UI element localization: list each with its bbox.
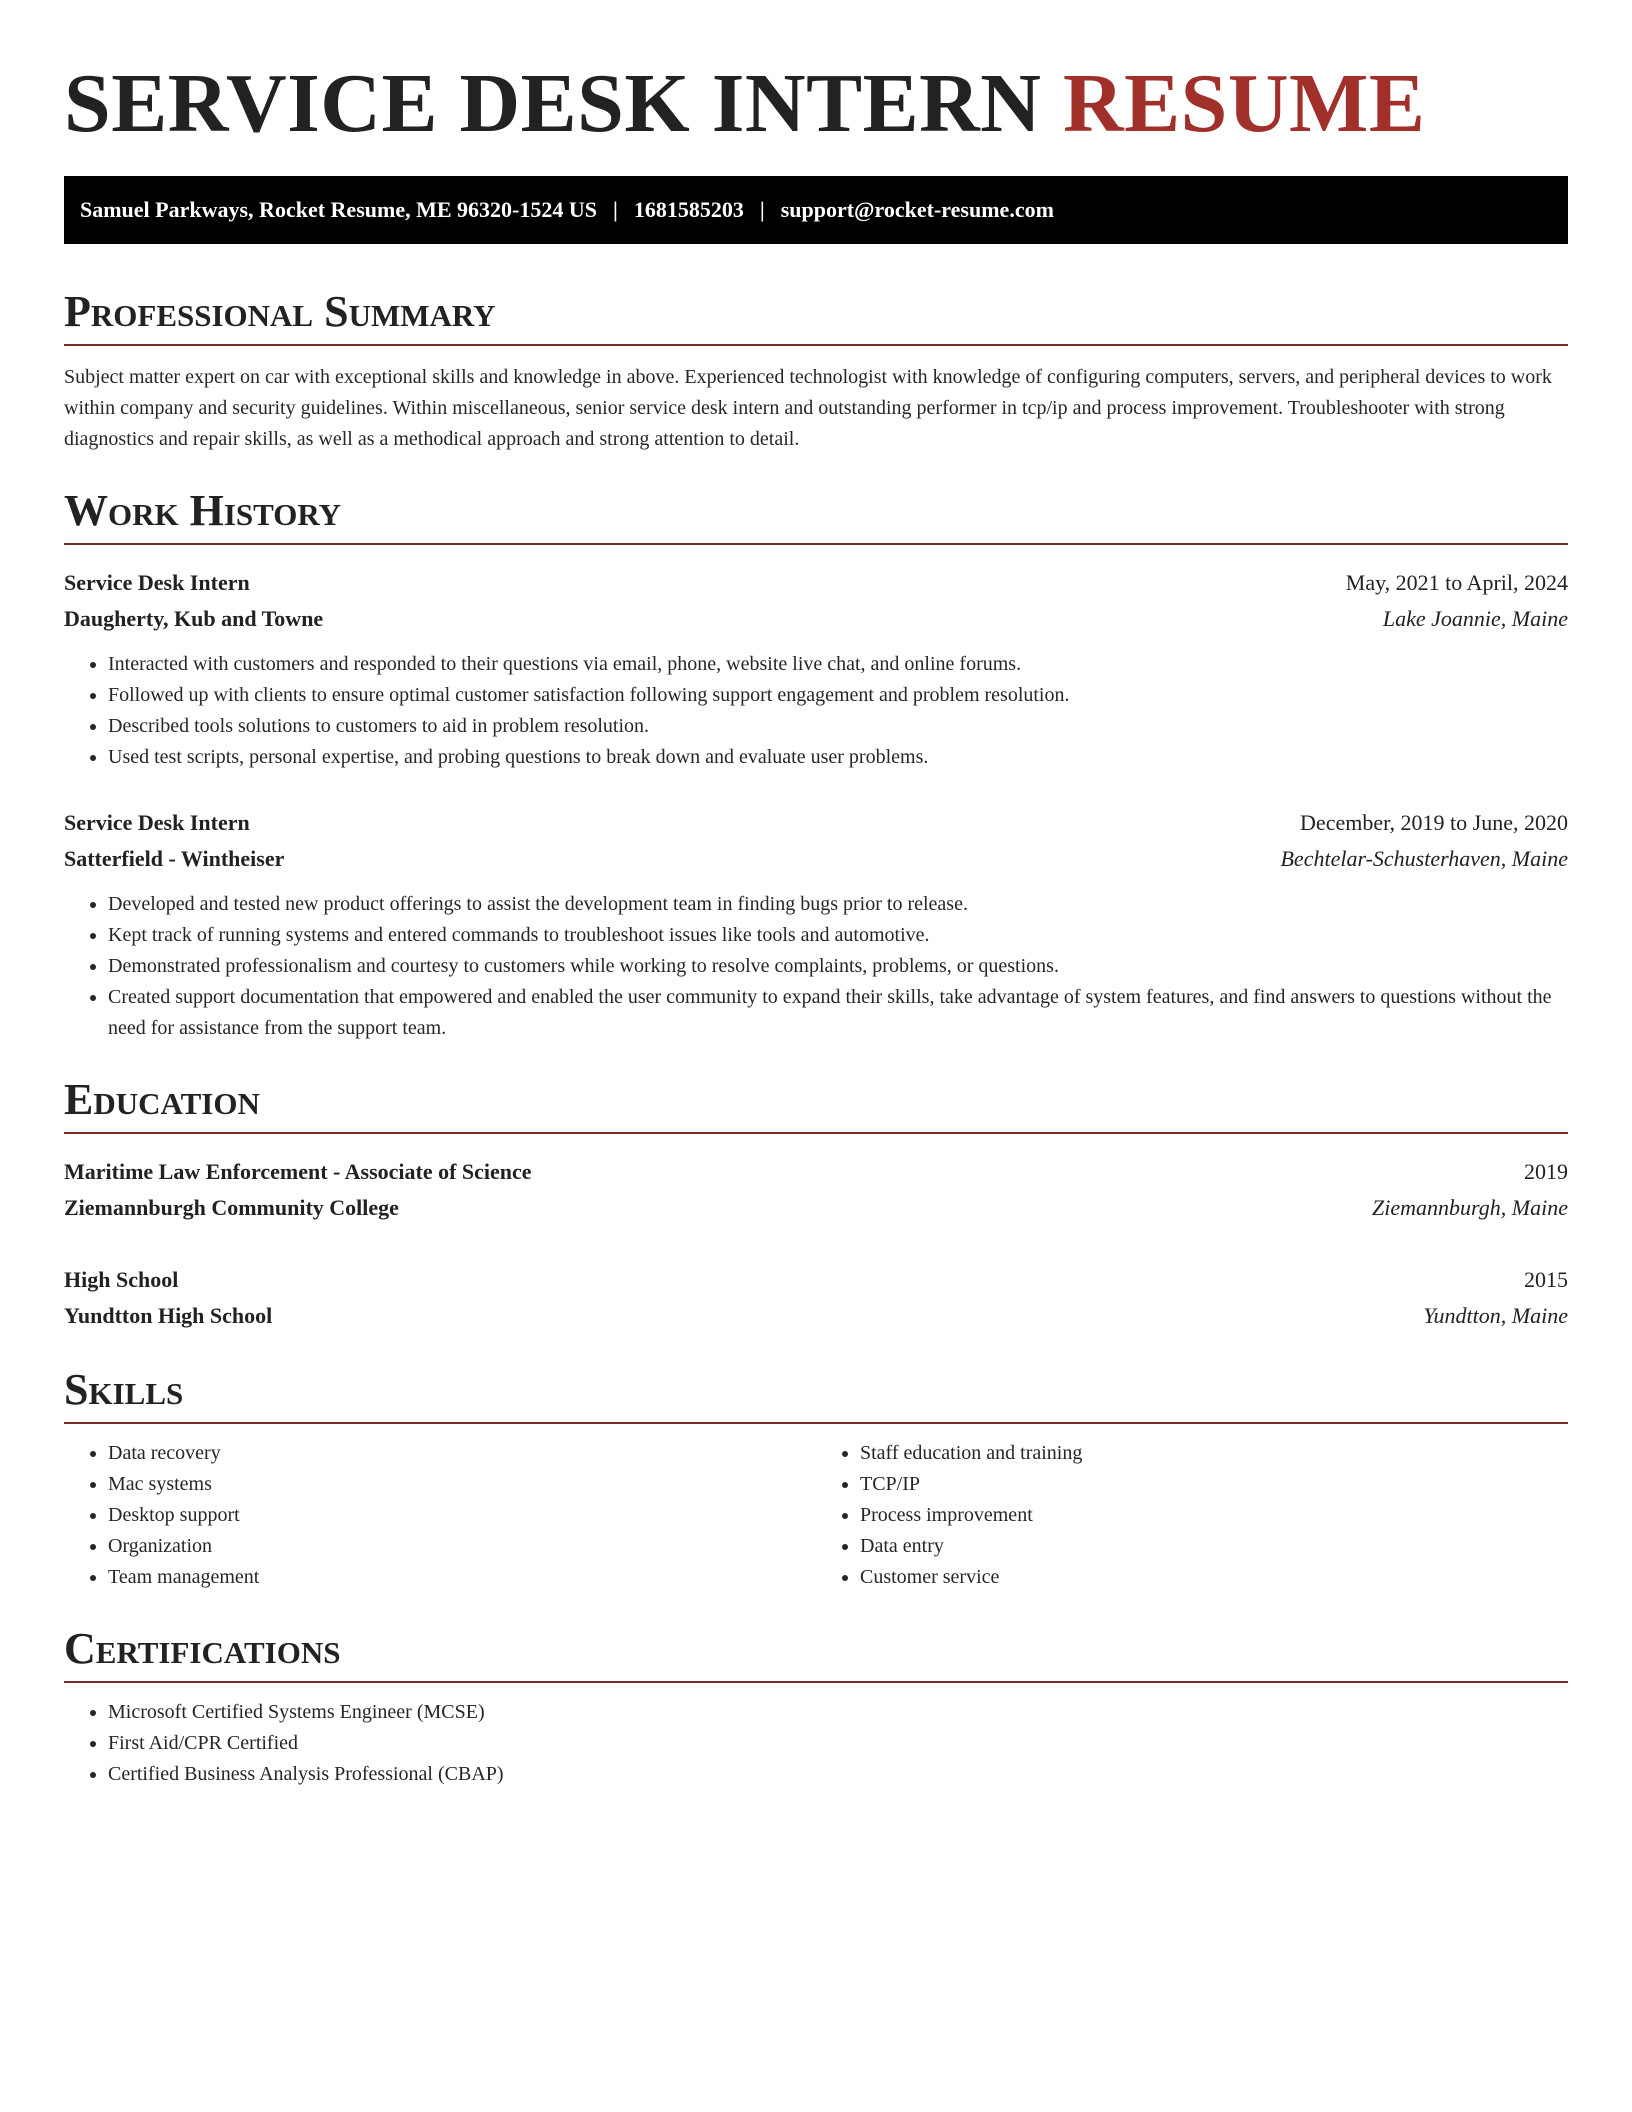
skill-item: • Team management: [108, 1562, 816, 1593]
title-accent: RESUME: [1062, 57, 1426, 150]
education-year: 2015: [1524, 1267, 1568, 1292]
contact-separator: |: [612, 197, 618, 222]
title-main: SERVICE DESK INTERN: [64, 57, 1042, 150]
skill-item: • Organization: [108, 1531, 816, 1562]
work-history-heading: Work History: [64, 485, 1568, 545]
contact-address: Samuel Parkways, Rocket Resume, ME 96320-1524 US: [80, 197, 597, 222]
job-company: Satterfield - Wintheiser: [64, 846, 285, 871]
job-entry: [64, 565, 1568, 773]
job-title: Service Desk Intern: [64, 810, 250, 835]
skill-item: • Process improvement: [860, 1500, 1568, 1531]
education-heading: Education: [64, 1074, 1568, 1134]
job-header-row: [64, 805, 1568, 841]
skill-item: • Staff education and training: [860, 1438, 1568, 1469]
education-location: Yundtton, Maine: [1423, 1303, 1568, 1328]
job-bullet: • Followed up with clients to ensure optimal customer satisfaction following support engagement and problem resolution.: [108, 680, 1568, 711]
education-degree: High School: [64, 1267, 179, 1292]
job-title: Service Desk Intern: [64, 570, 250, 595]
education-entry: [64, 1154, 1568, 1226]
skill-item: • Data entry: [860, 1531, 1568, 1562]
skills-column-right: [816, 1438, 1568, 1593]
skill-item: • Customer service: [860, 1562, 1568, 1593]
job-company-row: [64, 841, 1568, 877]
job-bullet: • Created support documentation that empowered and enabled the user community to expand their skills, take advantage of system features, and find answers to questions without the need for assistance from the support team.: [108, 982, 1568, 1044]
job-location: Bechtelar-Schusterhaven, Maine: [1280, 846, 1568, 871]
job-bullet: • Kept track of running systems and entered commands to troubleshoot issues like tools and automotive.: [108, 920, 1568, 951]
skill-item: • Desktop support: [108, 1500, 816, 1531]
job-entry: [64, 805, 1568, 1044]
job-bullets: [64, 649, 1568, 773]
education-location: Ziemannburgh, Maine: [1372, 1195, 1568, 1220]
contact-phone: 1681585203: [633, 197, 744, 222]
certification-item: • Microsoft Certified Systems Engineer (MCSE): [108, 1697, 1568, 1728]
job-bullet: • Developed and tested new product offerings to assist the development team in finding bugs prior to release.: [108, 889, 1568, 920]
certification-item: • First Aid/CPR Certified: [108, 1728, 1568, 1759]
job-bullet: • Demonstrated professionalism and courtesy to customers while working to resolve complaints, problems, or questions.: [108, 951, 1568, 982]
education-year: 2019: [1524, 1159, 1568, 1184]
job-bullet: • Described tools solutions to customers to aid in problem resolution.: [108, 711, 1568, 742]
education-degree-row: [64, 1154, 1568, 1190]
education-school-row: [64, 1298, 1568, 1334]
job-bullet: • Used test scripts, personal expertise, and probing questions to break down and evaluate user problems.: [108, 742, 1568, 773]
certification-item: • Certified Business Analysis Professional (CBAP): [108, 1759, 1568, 1790]
skills-list: [64, 1438, 1568, 1593]
summary-text: Subject matter expert on car with exceptional skills and knowledge in above. Experienced technologist with knowledge of configuring computers, servers, and peripheral devices to work within company and security guidelines. Within miscellaneous, senior service desk intern and outstanding performer in tcp/ip and process improvement. Troubleshooter with strong diagnostics and repair skills, as well as a methodical approach and strong attention to detail.: [64, 366, 1552, 450]
resume-page: [64, 0, 1568, 1790]
contact-bar: [64, 176, 1568, 244]
certifications-list: [64, 1697, 1568, 1790]
job-dates: December, 2019 to June, 2020: [1300, 810, 1568, 835]
job-company-row: [64, 601, 1568, 637]
resume-title: [64, 0, 1568, 176]
job-dates: May, 2021 to April, 2024: [1345, 570, 1568, 595]
job-header-row: [64, 565, 1568, 601]
education-degree-row: [64, 1262, 1568, 1298]
education-degree: Maritime Law Enforcement - Associate of Science: [64, 1159, 532, 1184]
job-bullets: [64, 889, 1568, 1044]
skill-item: • Mac systems: [108, 1469, 816, 1500]
skills-column-left: [64, 1438, 816, 1593]
education-school: Ziemannburgh Community College: [64, 1195, 399, 1220]
education-school: Yundtton High School: [64, 1303, 273, 1328]
summary-heading: Professional Summary: [64, 286, 1568, 346]
job-company: Daugherty, Kub and Towne: [64, 606, 324, 631]
skills-heading: Skills: [64, 1364, 1568, 1424]
skill-item: • TCP/IP: [860, 1469, 1568, 1500]
certifications-heading: Certifications: [64, 1623, 1568, 1683]
job-bullet: • Interacted with customers and responded to their questions via email, phone, website live chat, and online forums.: [108, 649, 1568, 680]
education-school-row: [64, 1190, 1568, 1226]
job-location: Lake Joannie, Maine: [1382, 606, 1568, 631]
contact-email: support@rocket-resume.com: [780, 197, 1054, 222]
education-entry: [64, 1262, 1568, 1334]
skill-item: • Data recovery: [108, 1438, 816, 1469]
contact-separator: |: [759, 197, 765, 222]
